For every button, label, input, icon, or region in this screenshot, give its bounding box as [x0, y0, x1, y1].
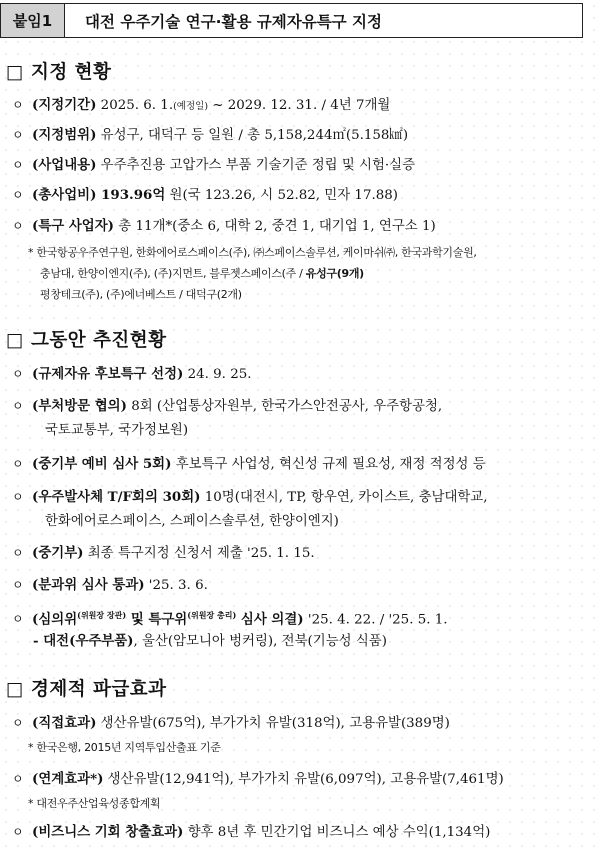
- list-item: ㅇ (부처방문 협의) 8회 (산업통상자원부, 한국가스안전공사, 우주항공청,: [12, 398, 443, 414]
- list-item: ㅇ (규제자유 후보특구 선정) 24. 9. 25.: [12, 366, 252, 382]
- list-item: ㅇ (지정범위) 유성구, 대덕구 등 일원 / 총 5,158,244㎡(5.158㎢): [12, 127, 409, 143]
- box-bullet-icon: □: [6, 679, 24, 700]
- list-item: ㅇ (지정기간) 2025. 6. 1.(예정일) ~ 2029. 12. 31. / 4년 7개월: [12, 97, 391, 113]
- list-item: ㅇ (직접효과) 생산유발(675억), 부가가치 유발(318억), 고용유발(389명): [12, 715, 450, 731]
- list-item: ㅇ (중기부) 최종 특구지정 신청서 제출 '25. 1. 15.: [12, 545, 315, 561]
- list-item: ㅇ (연계효과*) 생산유발(12,941억), 부가가치 유발(6,097억), 고용유발(7,461명): [12, 771, 504, 787]
- circle-bullet-icon: ㅇ: [12, 219, 24, 233]
- circle-bullet-icon: ㅇ: [12, 825, 24, 839]
- section-heading-progress: □ 그동안 추진현황: [6, 330, 167, 351]
- circle-bullet-icon: ㅇ: [12, 457, 24, 471]
- section-heading-status: □ 지정 현황: [6, 62, 112, 83]
- circle-bullet-icon: ㅇ: [12, 188, 24, 202]
- list-item: ㅇ (분과위 심사 통과) '25. 3. 6.: [12, 577, 208, 593]
- footnote: * 한국항공우주연구원, 한화에어로스페이스(주), ㈜스페이스솔루션, 케이마쉬㈜, 한국과학기술원,: [28, 246, 477, 259]
- circle-bullet-icon: ㅇ: [12, 98, 24, 112]
- list-item: ㅇ (사업내용) 우주추진용 고압가스 부품 기술기준 정립 및 시험·실증: [12, 157, 416, 173]
- circle-bullet-icon: ㅇ: [12, 772, 24, 786]
- attachment-badge: 붙임1: [1, 4, 65, 37]
- footnote: 평창테크(주), (주)에너베스트 / 대덕구(2개): [40, 288, 242, 301]
- list-item: ㅇ (심의위$^{(위원장 장관)}$ 및 특구위$^{(위원장 총리)}$ 심사 의결) '25. 4. 22. / '25. 5. 1.: [12, 610, 448, 628]
- circle-bullet-icon: ㅇ: [12, 399, 24, 413]
- circle-bullet-icon: ㅇ: [12, 367, 24, 381]
- list-item-continuation: - 대전(우주부품), 울산(암모니아 벙커링), 전북(기능성 식품): [33, 633, 387, 649]
- circle-bullet-icon: ㅇ: [12, 612, 24, 627]
- list-item-continuation: 한화에어로스페이스, 스페이스솔루션, 한양이엔지): [45, 514, 339, 529]
- list-item-continuation: 국토교통부, 국가정보원): [45, 423, 189, 438]
- footnote: 충남대, 한양이엔지(주), (주)지먼트, 블루젯스페이스(주 / 유성구(9개): [40, 267, 364, 280]
- box-bullet-icon: □: [6, 62, 24, 83]
- circle-bullet-icon: ㅇ: [12, 158, 24, 172]
- footnote: * 한국은행, 2015년 지역투입산출표 기준: [28, 741, 221, 754]
- list-item: ㅇ (총사업비) 193.96억 원(국 123.26, 시 52.82, 민자 17.88): [12, 187, 398, 203]
- list-item: ㅇ (특구 사업자) 총 11개*(중소 6, 대학 2, 중견 1, 대기업 1, 연구소 1): [12, 218, 436, 234]
- list-item: ㅇ (중기부 예비 심사 5회) 후보특구 사업성, 혁신성 규제 필요성, 재정 적정성 등: [12, 456, 486, 472]
- list-item: ㅇ (비즈니스 기회 창출효과) 향후 8년 후 민간기업 비즈니스 예상 수익(1,134억): [12, 824, 491, 840]
- footnote: * 대전우주산업육성종합계획: [28, 797, 161, 810]
- circle-bullet-icon: ㅇ: [12, 128, 24, 142]
- list-item: ㅇ (우주발사체 T/F회의 30회) 10명(대전시, TP, 항우연, 카이스트, 충남대학교,: [12, 489, 488, 505]
- circle-bullet-icon: ㅇ: [12, 716, 24, 730]
- circle-bullet-icon: ㅇ: [12, 578, 24, 592]
- section-heading-economic-effect: □ 경제적 파급효과: [6, 679, 167, 700]
- circle-bullet-icon: ㅇ: [12, 490, 24, 504]
- header-box: [0, 3, 583, 38]
- box-bullet-icon: □: [6, 330, 24, 351]
- circle-bullet-icon: ㅇ: [12, 546, 24, 560]
- page-title: 대전 우주기술 연구·활용 규제자유특구 지정: [85, 12, 382, 31]
